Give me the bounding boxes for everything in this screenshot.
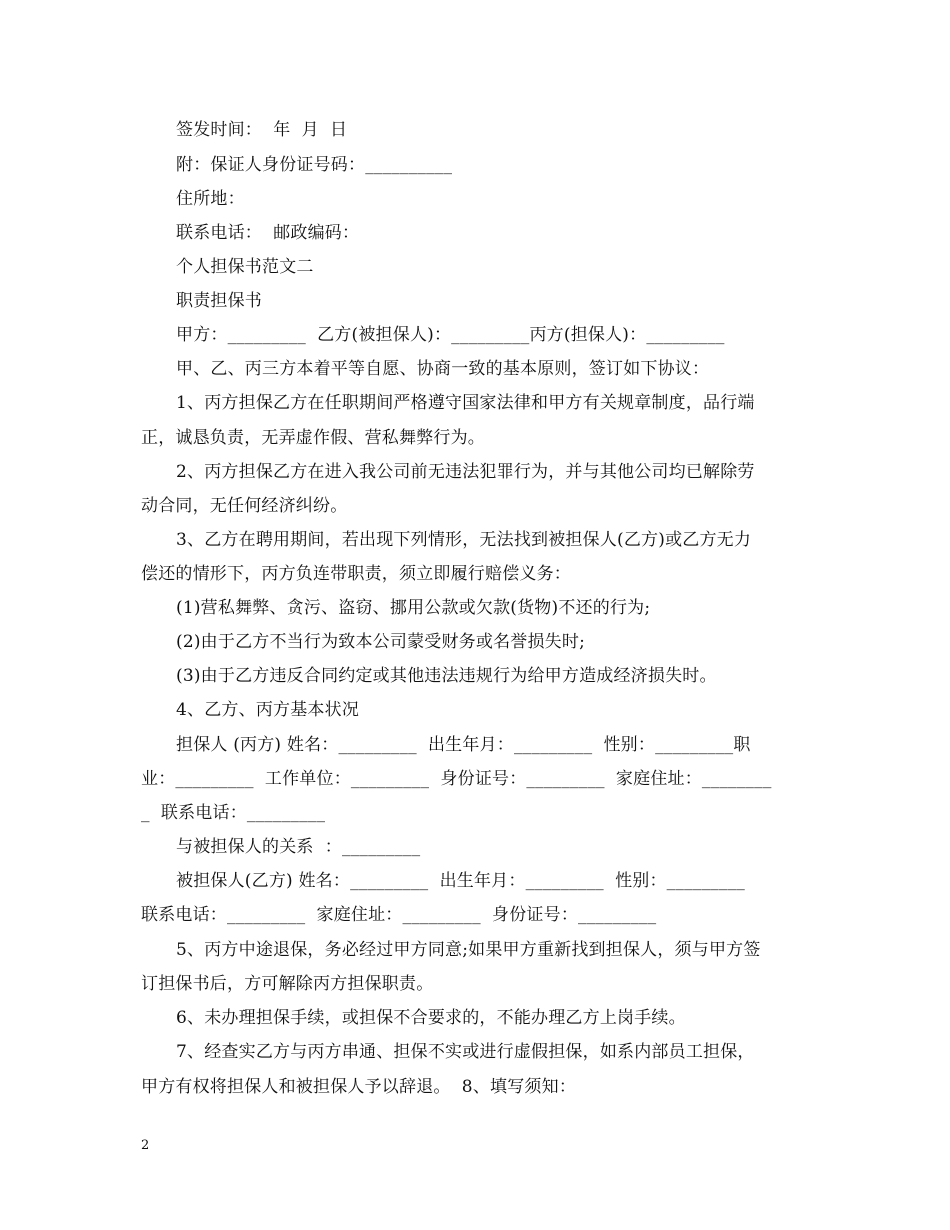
clause-1-line-1: 1、丙方担保乙方在任职期间严格遵守国家法律和甲方有关规章制度，品行端: [176, 393, 755, 413]
guaranteed-info-line-2: 联系电话：_________ 家庭住址：_________ 身份证号：_________: [141, 905, 657, 925]
clause-3-line-2: 偿还的情形下，丙方负连带职责，须立即履行赔偿义务：: [141, 564, 571, 584]
agreement-intro: 甲、乙、丙三方本着平等自愿、协商一致的基本原则，签订如下协议：: [176, 359, 710, 379]
clause-2-line-2: 动合同，无任何经济纠纷。: [141, 496, 348, 516]
document-title: 职责担保书: [176, 291, 262, 311]
parties-line: 甲方：_________ 乙方(被担保人)：_________丙方(担保人)：_________: [176, 325, 725, 345]
guarantor-info-line-3: _ 联系电话：_________: [141, 803, 326, 823]
clause-2-line-1: 2、丙方担保乙方在进入我公司前无违法犯罪行为，并与其他公司均已解除劳: [176, 462, 755, 482]
clause-7-line-1: 7、经查实乙方与丙方串通、担保不实或进行虚假担保，如系内部员工担保，: [176, 1042, 755, 1062]
residence-line: 住所地：: [176, 189, 245, 209]
guarantor-info-line-1: 担保人 (丙方) 姓名：_________ 出生年月：_________ 性别：_________职: [176, 735, 751, 755]
clause-1-line-2: 正，诚恳负责，无弄虚作假、营私舞弊行为。: [141, 428, 485, 448]
clause-5-line-1: 5、丙方中途退保，务必经过甲方同意;如果甲方重新找到担保人，须与甲方签: [176, 940, 761, 960]
guarantor-id-line: 附：保证人身份证号码：__________: [176, 155, 453, 175]
clause-6: 6、未办理担保手续，或担保不合要求的，不能办理乙方上岗手续。: [176, 1008, 686, 1028]
clause-3-item-2: (2)由于乙方不当行为致本公司蒙受财务或名誉损失时;: [176, 632, 586, 652]
guarantor-info-line-2: 业：_________ 工作单位：_________ 身份证号：_________ 家庭住址：________: [141, 769, 772, 789]
issue-date-line: 签发时间： 年 月 日: [176, 120, 348, 140]
clause-3-line-1: 3、乙方在聘用期间，若出现下列情形，无法找到被担保人(乙方)或乙方无力: [176, 530, 752, 550]
clause-3-item-3: (3)由于乙方违反合同约定或其他违法违规行为给甲方造成经济损失时。: [176, 666, 717, 686]
clause-7-line-2: 甲方有权将担保人和被担保人予以辞退。 8、填写须知：: [141, 1077, 577, 1097]
relationship-line: 与被担保人的关系 ：_________: [176, 837, 421, 857]
contact-postcode-line: 联系电话： 邮政编码：: [176, 223, 360, 243]
section-title: 个人担保书范文二: [176, 257, 314, 277]
guaranteed-info-line-1: 被担保人(乙方) 姓名：_________ 出生年月：_________ 性别：_________: [176, 871, 745, 891]
page-number: 2: [141, 1138, 150, 1153]
clause-5-line-2: 订担保书后，方可解除丙方担保职责。: [141, 974, 434, 994]
clause-3-item-1: (1)营私舞弊、贪污、盗窃、挪用公款或欠款(货物)不还的行为;: [176, 598, 651, 618]
clause-4-heading: 4、乙方、丙方基本状况: [176, 700, 360, 720]
